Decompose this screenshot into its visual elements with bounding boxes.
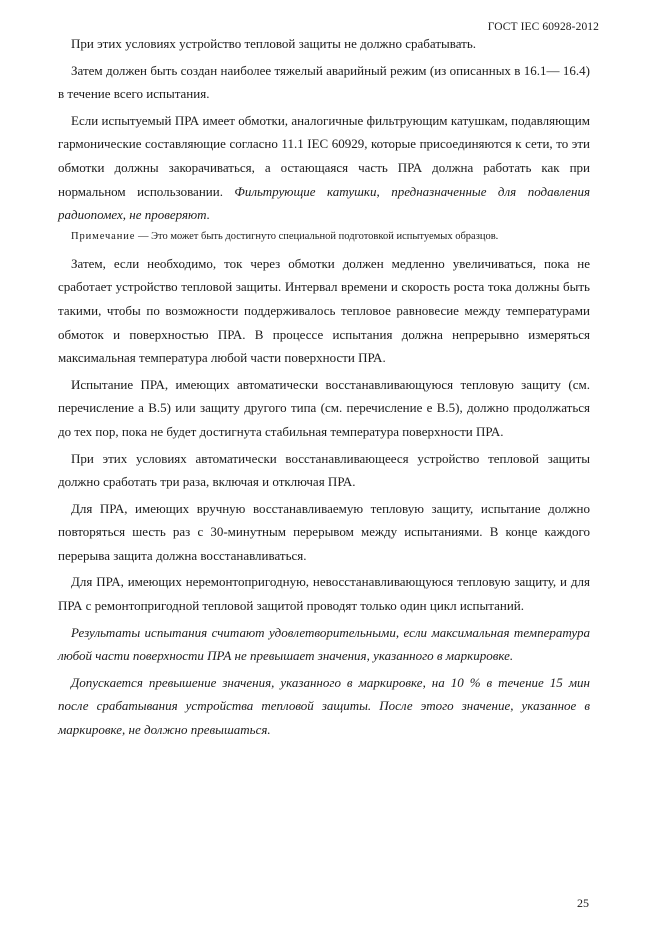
windings-italic-text: Фильтрующие катушки, предназначенные для подавления радиопомех, не проверяют. — [58, 183, 590, 223]
page-number: 25 — [577, 896, 589, 910]
paragraph-results: Результаты испытания считают удовлетворительными, если максимальная температура любой части поверхности ПРА не превышает значения, указанного в маркировке. — [58, 624, 590, 664]
paragraph-current-increase: Затем, если необходимо, ток через обмотки должен медленно увеличиваться, пока не сработает устройство тепловой защиты. Интервал времени и скорость роста тока должны быть такими, чтобы по возможности поддерживалось тепловое равновесие между температурами обмоток и поверхностью ПРА. В процессе испытания должна непрерывно измеряться максимальная температура любой части поверхности ПРА. — [58, 255, 590, 366]
paragraph-manual-reset: Для ПРА, имеющих вручную восстанавливаемую тепловую защиту, испытание должно повторяться шесть раз с 30-минутным перерывом между испытаниями. В конце каждого перерыва защита должна восстанавливаться. — [58, 500, 590, 563]
paragraph-auto-reset-test: Испытание ПРА, имеющих автоматически восстанавливающуюся тепловую защиту (см. перечисление а В.5) или защиту другого типа (см. перечисление е В.5), должно продолжаться до тех пор, пока не будет достигнута стабильная температура поверхности ПРА. — [58, 376, 590, 439]
note-text: — Это может быть достигнуто специальной подготовкой испытуемых образцов. — [135, 230, 499, 242]
paragraph-conditions: При этих условиях устройство тепловой защиты не должно срабатывать. — [71, 36, 477, 51]
note-label: Примечание — [71, 230, 136, 242]
paragraph-non-resettable: Для ПРА, имеющих неремонтопригодную, невосстанавливающуюся тепловую защиту, и для ПРА с ремонтопригодной тепловой защитой проводят только один цикл испытаний. — [58, 574, 590, 614]
page-body — [58, 32, 590, 742]
paragraph-windings — [58, 109, 590, 227]
paragraph-three-times: При этих условиях автоматически восстанавливающееся устройство тепловой защиты должно сработать три раза, включая и отключая ПРА. — [58, 450, 590, 490]
windings-text: Если испытуемый ПРА имеет обмотки, аналогичные фильтрующим катушкам, подавляющим гармонические составляющие согласно 11.1 IEC 60929, которые присоединяются к сети, то эти обмотки должны закорачиваться, а остающаяся часть ПРА должна работать как при нормальном использовании. — [58, 112, 590, 199]
paragraph-emergency-mode: Затем должен быть создан наиболее тяжелый аварийный режим (из описанных в 16.1— 16.4) в течение всего испытания. — [58, 62, 590, 102]
document-code-header: ГОСТ IEC 60928-2012 — [487, 21, 599, 33]
paragraph-allowed-excess: Допускается превышение значения, указанного в маркировке, на 10 % в течение 15 мин после срабатывания устройства тепловой защиты. После этого значение, указанное в маркировке, не должно превышаться. — [58, 674, 590, 738]
note — [58, 229, 590, 244]
